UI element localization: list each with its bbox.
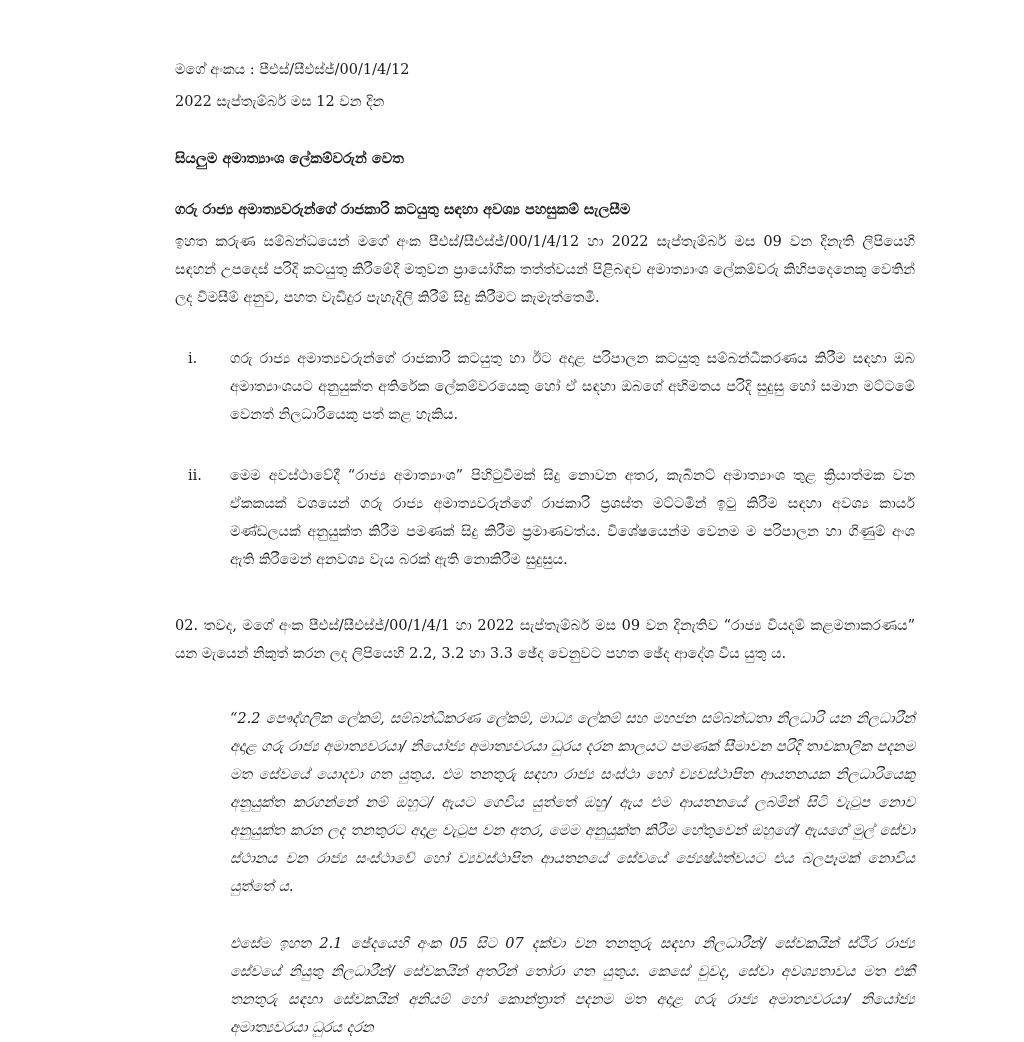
reference-number: මගේ අංකය : පීඑස්/සීඑස්ජ්/00/1/4/12 <box>175 62 410 78</box>
list-item-numeral: ii. <box>188 468 202 484</box>
addressee: සියලුම අමාත්‍යාංශ ලේකම්වරුන් වෙත <box>175 150 404 167</box>
list-item-text: මෙම අවස්ථාවේදී “රාජ්‍ය අමාත්‍යාංශ” පිහිටුවීමක් සිදු නොවන අතර, කැබිනට් අමාත්‍යාංශ තුළ ක්‍රියාත්මක වන ඒකකයක් වශයෙන් ගරු රාජ්‍ය අමාත්‍යවරුන්ගේ රාජකාරි ප්‍රශස්ත මට්ටමින් ඉටු කිරීම සඳහා අවශ්‍ය කාර්ය මණ්ඩලයක් අනුයුක්ත කිරීම පමණක් සිදු කිරීම ප්‍රමාණවත්ය. විශේෂයෙන්ම වෙනම ම පරිපාලන හා ගිණුම් අංශ ඇති කිරීමෙන් අනවශ්‍ය වැය බරක් ඇති නොකිරීම සුදුසුය. <box>230 468 915 568</box>
quoted-paragraph: “2.2 පෞද්ගලික ලේකම්, සම්බන්ධීකරණ ලේකම්, මාධ්‍ය ලේකම් සහ මහජන සම්බන්ධතා නිලධාරි යන නිලධාරීන් අදාළ ගරු රාජ්‍ය අමාත්‍යවරයා/ නියෝජ්‍ය අමාත්‍යවරයා ධුරය දරන කාලයට පමණක් සීමාවන පරිදි තාවකාලික පදනම මත සේවයේ යොදවා ගත යුතුය. එම තනතුරු සඳහා රාජ්‍ය සංස්ථා හෝ ව්‍යවස්ථාපිත ආයතනයක නිලධාරියෙකු අනුයුක්ත කරගන්නේ නම් ඔහුට/ ඇයට ගෙවිය යුත්තේ ඔහු/ ඇය එම ආයතනයේ ලබමින් සිටි වැටුප නොව අනුයුක්ත කරන ලද තනතුරට අදාළ වැටුප වන අතර, මෙම අනුයුක්ත කිරීම හේතුවෙන් ඔහුගේ/ ඇයගේ මුල් සේවා ස්ථානය වන රාජ්‍ය සංස්ථාවේ හෝ ව්‍යවස්ථාපිත ආයතනයේ සේවයේ ජ්‍යෙෂ්ඨත්වයට එය බලපෑමක් නොවිය යුත්තේ ය. <box>230 711 915 895</box>
subject-heading: ගරු රාජ්‍ය අමාත්‍යවරුන්ගේ රාජකාරි කටයුතු සඳහා අවශ්‍ය පහසුකම් සැලසීම <box>175 201 631 218</box>
paragraph-02: 02. තවද, මගේ අංක පීඑස්/සීඑස්ජ්/00/1/4/1 හා 2022 සැප්තැම්බර් මස 09 වන දිනැතිව “රාජ්‍ය වියදම් කළමනාකරණය” යන මැයෙන් නිකුත් කරන ලද ලිපියෙහි 2.2, 3.2 හා 3.3 ඡේද වෙනුවට පහත ඡේද ආදේශ විය යුතු ය. <box>175 618 915 662</box>
quoted-paragraph: එසේම ඉහත 2.1 ඡේදයෙහි අංක 05 සිට 07 දක්වා වන තනතුරු සඳහා නිලධාරීන්/ සේවකයින් ස්ථිර රාජ්‍ය සේවයේ නියුතු නිලධාරීන්/ සේවකයින් අතරින් තෝරා ගත යුතුය. කෙසේ වුවද, සේවා අවශ්‍යතාවය මත එකී තනතුරු සඳහා සේවකයින් අනියම් හෝ කොන්ත්‍රාත් පදනම මත අදාළ ගරු රාජ්‍ය අමාත්‍යවරයා/ නියෝජ්‍ය අමාත්‍යවරයා ධුරය දරන <box>230 936 915 1036</box>
list-item-text: ගරු රාජ්‍ය අමාත්‍යවරුන්ගේ රාජකාරි කටයුතු හා ඊට අදාළ පරිපාලන කටයුතු සම්බන්ධීකරණය කිරීම සඳහා ඔබ අමාත්‍යාංශයට අනුයුක්ත අතිරේක ලේකම්වරයෙකු හෝ ඒ සඳහා ඔබගේ අභිමතය පරිදි සුදුසු හෝ සමාන මට්ටමේ වෙනත් නිලධාරියෙකු පත් කළ හැකිය. <box>230 351 915 423</box>
letter-date: 2022 සැප්තැම්බර් මස 12 වන දින <box>175 94 385 110</box>
list-item-numeral: i. <box>188 351 198 367</box>
intro-paragraph: ඉහත කරුණ සම්බන්ධයෙන් මගේ අංක පීඑස්/සීඑස්ජ්/00/1/4/12 හා 2022 සැප්තැම්බර් මස 09 වන දිනැති ලිපියෙහි සඳහන් උපදෙස් පරිදි කටයුතු කිරීමේදී මතුවන ප්‍රායෝගික තත්ත්වයන් පිළිබඳව අමාත්‍යාංශ ලේකම්වරු කිහිපදෙනෙකු වෙතින් ලද විමසීම් අනුව, පහත වැඩිදුර පැහැදිලි කිරීම් සිදු කිරීමට කැමැත්තෙමි. <box>175 234 915 306</box>
